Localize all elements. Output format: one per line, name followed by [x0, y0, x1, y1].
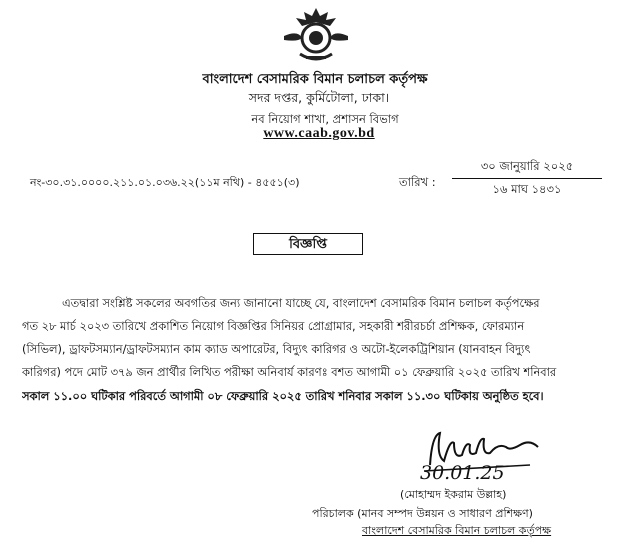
date-gregorian: ৩০ জানুয়ারি ২০২৫: [480, 159, 574, 173]
notice-line-2: গত ২৮ মার্চ ২০২৩ তারিখে প্রকাশিত নিয়োগ বিজ্ঞপ্তির সিনিয়র প্রোগ্রামার, সহকারী শরীরচর্চা প্রশিক্ষক, ফোরম্যান: [22, 319, 525, 333]
notice-line-4: কারিগর) পদে মোট ৩৭৯ জন প্রার্থীর লিখিত পরীক্ষা অনিবার্য কারণঃ বশত আগামী ০১ ফেব্রুয়ারি ২০২৫ তারিখ শনিবার: [22, 365, 557, 379]
signatory-position: পরিচালক (মানব সম্পদ উন্নয়ন ও সাধারণ প্রশিক্ষণ): [312, 507, 533, 520]
signatory-name: (মোহাম্মদ ইকরাম উল্লাহ): [400, 488, 507, 501]
date-bangla: ১৬ মাঘ ১৪৩১: [492, 182, 562, 196]
notice-title: বিজ্ঞপ্তি: [253, 233, 363, 255]
caab-logo-icon: [280, 6, 352, 66]
memo-number: নং-৩০.৩১.০০০০.২১১.০১.০৩৬.২২(১১ম নথি) - ৪৫৫১(৩): [30, 176, 300, 189]
notice-line-3: (সিভিল), ড্রাফটসম্যান/ড্রাফটসম্যান কাম ক্যাড অপারেটর, বিদ্যুৎ কারিগর ও অটো-ইলেকট্রিশিয়ান (যানবাহন বিদ্যুৎ: [22, 342, 531, 356]
website-link[interactable]: www.caab.gov.bd: [263, 126, 375, 141]
signature-date: 30.01.25: [420, 462, 505, 484]
organization-name: বাংলাদেশ বেসামরিক বিমান চলাচল কর্তৃপক্ষ: [202, 72, 428, 87]
date-label: তারিখ :: [399, 175, 436, 189]
notice-line-1: এতদ্বারা সংশ্লিষ্ট সকলের অবগতির জন্য জানানো যাচ্ছে যে, বাংলাদেশ বেসামরিক বিমান চলাচল কর্তৃপক্ষের: [62, 296, 540, 310]
notice-line-5: সকাল ১১.০০ ঘটিকার পরিবর্তে আগামী ০৮ ফেব্রুয়ারি ২০২৫ তারিখ শনিবার সকাল ১১.৩০ ঘটিকায় অনুষ্ঠিত হবে।: [22, 389, 544, 403]
signatory-organization: বাংলাদেশ বেসামরিক বিমান চলাচল কর্তৃপক্ষ: [362, 524, 552, 537]
date-divider: [452, 178, 602, 179]
organization-address: সদর দপ্তর, কুর্মিটোলা, ঢাকা।: [248, 90, 390, 105]
branch-name: নব নিয়োগ শাখা, প্রশাসন বিভাগ: [251, 112, 399, 126]
